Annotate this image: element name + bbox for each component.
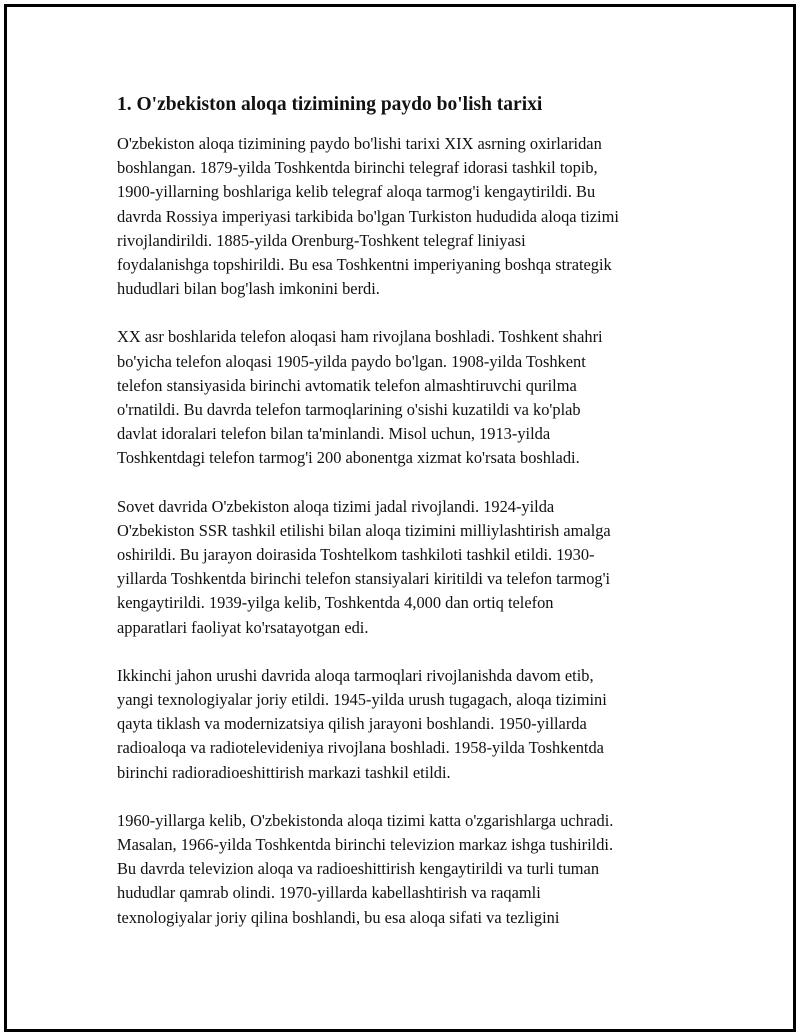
text-line: oshirildi. Bu jarayon doirasida Toshtelkom tashkiloti tashkil etildi. 1930- — [117, 545, 595, 565]
text-line: XX asr boshlarida telefon aloqasi ham rivojlana boshladi. Toshkent shahri — [117, 327, 603, 347]
text-line: davlat idoralari telefon bilan ta'minlandi. Misol uchun, 1913-yilda — [117, 424, 551, 444]
text-line: yillarda Toshkentda birinchi telefon stansiyalari kiritildi va telefon tarmog'i — [117, 569, 611, 589]
paragraph — [117, 495, 697, 640]
document-body — [117, 92, 697, 954]
text-line: 1900-yillarning boshlariga kelib telegraf aloqa tarmog'i kengaytirildi. Bu — [117, 182, 596, 202]
text-line: Bu davrda televizion aloqa va radioeshittirish kengaytirildi va turli tuman — [117, 859, 600, 879]
text-line: birinchi radioradioeshittirish markazi tashkil etildi. — [117, 762, 451, 782]
text-line: apparatlari faoliyat ko'rsatayotgan edi. — [117, 617, 369, 637]
text-line: 1960-yillarga kelib, O'zbekistonda aloqa tizimi katta o'zgarishlarga uchradi. — [117, 810, 614, 830]
text-line: Sovet davrida O'zbekiston aloqa tizimi jadal rivojlandi. 1924-yilda — [117, 496, 555, 516]
text-line: hududlari bilan bog'lash imkonini berdi. — [117, 279, 380, 299]
text-line: davrda Rossiya imperiyasi tarkibida bo'lgan Turkiston hududida aloqa tizimi — [117, 206, 619, 226]
text-line: kengaytirildi. 1939-yilga kelib, Toshkentda 4,000 dan ortiq telefon — [117, 593, 554, 613]
text-line: Ikkinchi jahon urushi davrida aloqa tarmoqlari rivojlanishda davom etib, — [117, 665, 594, 685]
text-line: texnologiyalar joriy qilina boshlandi, bu esa aloqa sifati va tezligini — [117, 907, 560, 927]
text-line: qayta tiklash va modernizatsiya qilish jarayoni boshlandi. 1950-yillarda — [117, 714, 587, 734]
text-line: bo'yicha telefon aloqasi 1905-yilda paydo bo'lgan. 1908-yilda Toshkent — [117, 351, 586, 371]
text-line: Toshkentdagi telefon tarmog'i 200 abonentga xizmat ko'rsata boshladi. — [117, 448, 580, 468]
text-line: telefon stansiyasida birinchi avtomatik telefon almashtiruvchi qurilma — [117, 375, 577, 395]
text-line: Masalan, 1966-yilda Toshkentda birinchi televizion markaz ishga tushirildi. — [117, 835, 614, 855]
text-line: boshlangan. 1879-yilda Toshkentda birinchi telegraf idorasi tashkil topib, — [117, 158, 598, 178]
paragraph — [117, 325, 697, 470]
text-line: radioaloqa va radiotelevideniya rivojlana boshladi. 1958-yilda Toshkentda — [117, 738, 604, 758]
paragraph — [117, 664, 697, 785]
paragraph — [117, 809, 697, 930]
text-line: yangi texnologiyalar joriy etildi. 1945-yilda urush tugagach, aloqa tizimini — [117, 690, 607, 710]
text-line: foydalanishga topshirildi. Bu esa Toshkentni imperiyaning boshqa strategik — [117, 255, 612, 275]
paragraph — [117, 132, 697, 301]
text-line: rivojlandirildi. 1885-yilda Orenburg-Toshkent telegraf liniyasi — [117, 230, 526, 250]
text-line: o'rnatildi. Bu davrda telefon tarmoqlarining o'sishi kuzatildi va ko'plab — [117, 400, 581, 420]
text-line: O'zbekiston aloqa tizimining paydo bo'lishi tarixi XIX asrning oxirlaridan — [117, 134, 602, 153]
text-line: hududlar qamrab olindi. 1970-yillarda kabellashtirish va raqamli — [117, 883, 541, 903]
text-line: O'zbekiston SSR tashkil etilishi bilan aloqa tizimini milliylashtirish amalga — [117, 520, 611, 540]
section-heading: 1. O'zbekiston aloqa tizimining paydo bo'lish tarixi — [117, 94, 543, 115]
